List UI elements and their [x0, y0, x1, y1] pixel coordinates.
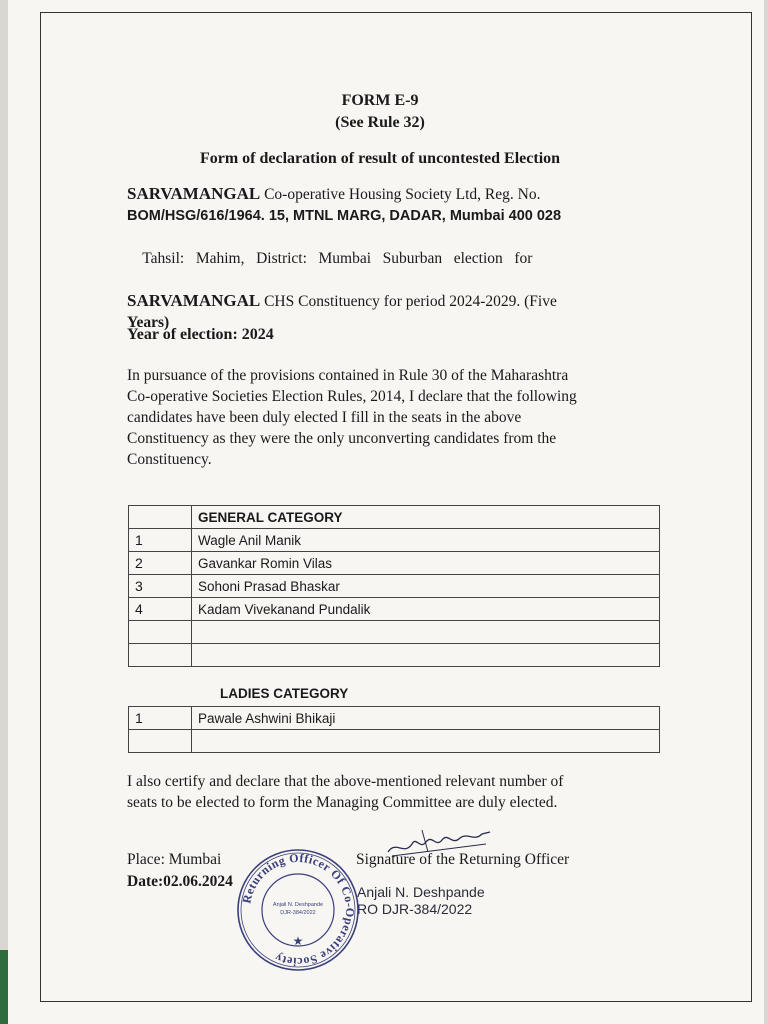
signature-label: Signature of the Returning Officer: [356, 851, 570, 868]
svg-text:Anjali N. Deshpande: Anjali N. Deshpande: [272, 902, 324, 908]
candidate-name: Gavankar Romin Vilas: [192, 552, 660, 575]
ladies-category-table: [128, 706, 660, 753]
svg-text:★: ★: [292, 934, 304, 948]
date: Date:02.06.2024: [127, 873, 233, 890]
signature-scribble: [382, 822, 497, 862]
table-header-row: [129, 506, 660, 529]
general-category-header: GENERAL CATEGORY: [192, 506, 660, 529]
table-row: [129, 529, 660, 552]
certification-paragraph: [127, 771, 657, 813]
table-row: [129, 552, 660, 575]
society-line3: Tahsil: Mahim, District: Mumbai Suburban election for: [142, 250, 533, 267]
form-subtitle: (See Rule 32): [335, 114, 425, 131]
candidate-name: Wagle Anil Manik: [192, 529, 660, 552]
official-seal: [236, 848, 360, 972]
society-paragraph: [127, 183, 657, 333]
certification-line: I also certify and declare that the above-mentioned relevant number of: [127, 773, 564, 790]
general-category-table: [128, 505, 660, 667]
row-number: 1: [129, 707, 192, 730]
table-row: [129, 575, 660, 598]
svg-text:Returning Officer Of Co-Operat: Returning Officer Of Co-Operative Society: [239, 850, 358, 970]
svg-text:DJR-384/2022: DJR-384/2022: [280, 910, 316, 916]
declaration-paragraph: [127, 365, 657, 470]
candidate-name: Kadam Vivekanand Pundalik: [192, 598, 660, 621]
officer-block: [357, 884, 485, 918]
declaration-line: Constituency as they were the only unconverting candidates from the: [127, 430, 557, 447]
candidate-name: Pawale Ashwini Bhikaji: [192, 707, 660, 730]
table-row: [129, 598, 660, 621]
officer-ro: RO DJR-384/2022: [357, 901, 473, 917]
ladies-category-header: LADIES CATEGORY: [220, 686, 349, 701]
society-line5: Years): [127, 314, 170, 331]
place: Place: Mumbai: [127, 851, 222, 868]
officer-name: Anjali N. Deshpande: [357, 884, 485, 900]
declaration-line: Constituency.: [127, 451, 212, 468]
society-reg-address: BOM/HSG/616/1964. 15, MTNL MARG, DADAR, Mumbai 400 028: [127, 208, 562, 224]
society-line1: Co-operative Housing Society Ltd, Reg. No.: [264, 186, 541, 203]
form-heading: Form of declaration of result of uncontested Election: [199, 150, 561, 167]
row-number: 3: [129, 575, 192, 598]
row-number: 2: [129, 552, 192, 575]
table-row-empty: [129, 621, 660, 644]
candidate-name: Sohoni Prasad Bhaskar: [192, 575, 660, 598]
society-name-2: SARVAMANGAL: [127, 291, 261, 310]
declaration-line: candidates have been duly elected I fill in the seats in the above: [127, 409, 522, 426]
table-row-empty: [129, 730, 660, 753]
table-row-empty: [129, 644, 660, 667]
row-number: 4: [129, 598, 192, 621]
society-line4: CHS Constituency for period 2024-2029. (Five: [264, 293, 557, 310]
table-row: [129, 707, 660, 730]
declaration-line: Co-operative Societies Election Rules, 2014, I declare that the following: [127, 388, 577, 405]
form-title: FORM E-9: [341, 92, 419, 109]
certification-line: seats to be elected to form the Managing Committee are duly elected.: [127, 794, 558, 811]
society-name: SARVAMANGAL: [127, 184, 261, 203]
declaration-line: In pursuance of the provisions contained in Rule 30 of the Maharashtra: [127, 367, 569, 384]
year-of-election: Year of election: 2024: [127, 326, 274, 343]
background-edge: [0, 950, 8, 1024]
row-number: 1: [129, 529, 192, 552]
